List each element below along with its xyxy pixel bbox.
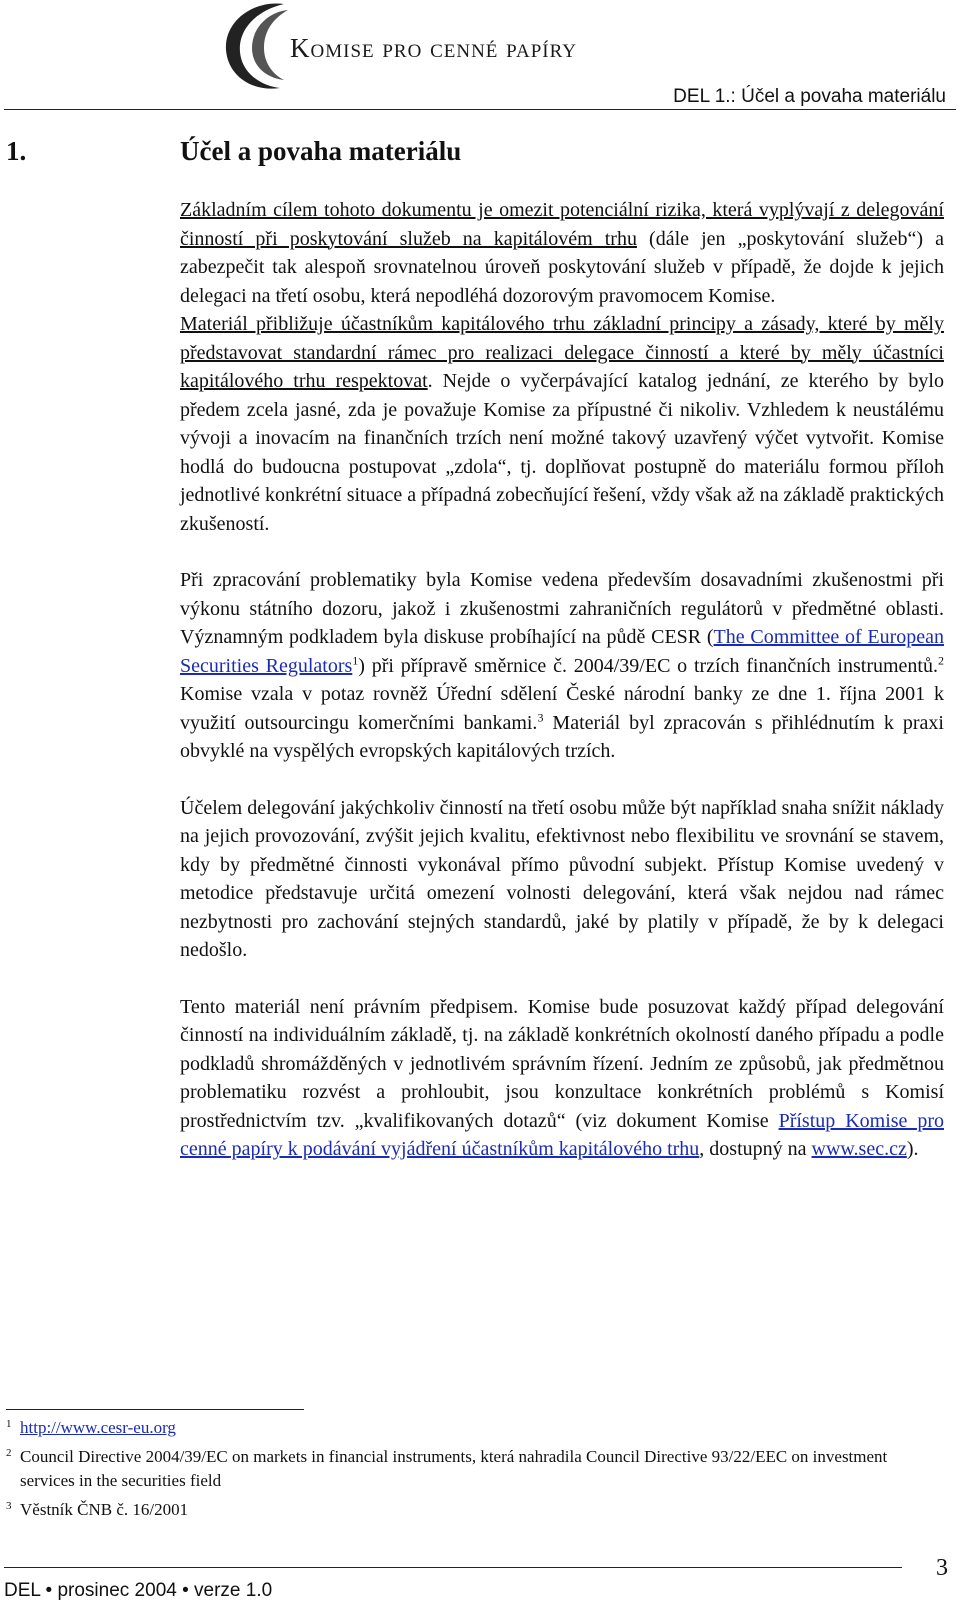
paragraph-3: [180, 566, 944, 766]
paragraph-1-rest: (dále jen „poskytování služeb“) a zabezpečit tak alespoň srovnatelnou úroveň poskytování služeb v případě, že dojde k jejich delegaci na třetí osobu, která nepodléhá dozorovým pravomocem Komise.: [180, 227, 944, 307]
paragraph-1: [180, 196, 944, 310]
footnote-1: [6, 1416, 906, 1440]
footnote-number: 2: [6, 1447, 12, 1459]
org-name: Komise pro cenné papíry: [290, 33, 577, 63]
sec-website-link[interactable]: www.sec.cz: [811, 1138, 907, 1160]
chapter-title: Účel a povaha materiálu: [180, 136, 462, 166]
footnote-number: 3: [6, 1500, 12, 1512]
paragraph-2-rest: . Nejde o vyčerpávající katalog jednání, ze kterého by bylo předem zcela jasné, zda je považuje Komise za přípustné či nikoliv. Vzhledem k neustálému vývoji a inovacím na finančních trzích není možné takový uzavřený výčet vytvořit. Komise hodlá do budoucna postupovat „zdola“, tj. doplňovat postupně do materiálu formou příloh jednotlivé konkrétní situace a případná zobecňující řešení, vždy však až na základě praktických zkušeností.: [180, 370, 944, 535]
footnote-2: [6, 1445, 906, 1493]
page-number: 3: [936, 1555, 948, 1581]
footnote-ref-3[interactable]: 3: [537, 709, 544, 724]
footer-divider: [4, 1567, 902, 1568]
paragraph-2: [180, 310, 944, 538]
paragraph-3-text-c: Komise vzala v potaz rovněž Úřední sdělení České národní banky ze dne 1. října 2001 k využití outsourcingu komerčními bankami.: [180, 683, 944, 734]
header-section: DEL 1.: Účel a povaha materiálu: [673, 86, 946, 107]
footnote-number: 1: [6, 1418, 12, 1430]
logo: [222, 0, 702, 95]
cesr-url-link[interactable]: http://www.cesr-eu.org: [20, 1418, 176, 1437]
paragraph-3-text-b: ) při přípravě směrnice č. 2004/39/EC o trzích finančních instrumentů.: [358, 654, 938, 677]
cesr-link[interactable]: The Committee of European Securities Regulators: [180, 626, 945, 677]
paragraph-5-text-c: ).: [906, 1138, 919, 1160]
paragraph-3-text-a: Při zpracování problematiky byla Komise vedena především dosavadními zkušenostmi při výkonu státního dozoru, jakož i zkušenostmi zahraničních regulátorů v předmětné oblasti. Významným podkladem byla diskuse probíhající na půdě CESR (: [180, 569, 944, 648]
paragraph-3-text-d: Materiál byl zpracován s přihlédnutím k praxi obvyklé na vyspělých evropských kapitálových trzích.: [180, 711, 944, 762]
paragraph-4: Účelem delegování jakýchkoliv činností na třetí osobu může být například snaha snížit náklady na jejich provozování, zvýšit jejich kvalitu, efektivnost nebo flexibilitu ve srovnání se stavem, kdy by předmětné činnosti vykonával přímo původní subjekt. Přístup Komise uvedený v metodice představuje určitá omezení volnosti delegování, která však nejdou nad rámec nezbytnosti pro zachování stejných standardů, jaké by platily v případě, že by k delegaci nedošlo.: [180, 796, 944, 961]
footnote-ref-2[interactable]: 2: [937, 652, 944, 667]
footnote-3: [6, 1498, 906, 1522]
footnote-divider: [6, 1409, 304, 1410]
footnotes: [6, 1416, 906, 1522]
footnote-ref-1[interactable]: 1: [352, 652, 359, 667]
footnote-text: Council Directive 2004/39/EC on markets in financial instruments, která nahradila Council Directive 93/22/EEC on investment services in the securities field: [20, 1447, 888, 1490]
paragraph-5-text-b: , dostupný na: [699, 1138, 812, 1160]
paragraph-1-underlined: Základním cílem tohoto dokumentu je omezit potenciální rizika, která vyplývají z delegování činností při poskytování služeb na kapitálovém trhu: [180, 199, 944, 250]
paragraph-5: [180, 993, 944, 1164]
chapter-number: 1.: [6, 136, 27, 166]
paragraph-5-text-a: Tento materiál není právním předpisem. Komise bude posuzovat každý případ delegování činností na individuálním základě, tj. na základě konkrétních okolností daného případu a podle podkladů shromážděných v jednotlivém správním řízení. Jedním ze způsobů, jak předmětnou problematiku rozvést a prohloubit, jsou konzultace konkrétních problémů s Komisí prostřednictvím tzv. „kvalifikovaných dotazů“ (viz dokument Komise: [180, 995, 944, 1132]
footnote-text: Věstník ČNB č. 16/2001: [20, 1500, 189, 1519]
header-divider: [4, 109, 956, 110]
main-content: [180, 196, 944, 1164]
paragraph-2-underlined: Materiál přibližuje účastníkům kapitálového trhu základní principy a zásady, které by měly představovat standardní rámec pro realizaci delegace činností a které by měly účastníci kapitálového trhu respektovat: [180, 313, 944, 392]
document-link[interactable]: Přístup Komise pro cenné papíry k podávání vyjádření účastníkům kapitálového trhu: [180, 1109, 945, 1160]
footer-text: DEL • prosinec 2004 • verze 1.0: [4, 1580, 273, 1601]
